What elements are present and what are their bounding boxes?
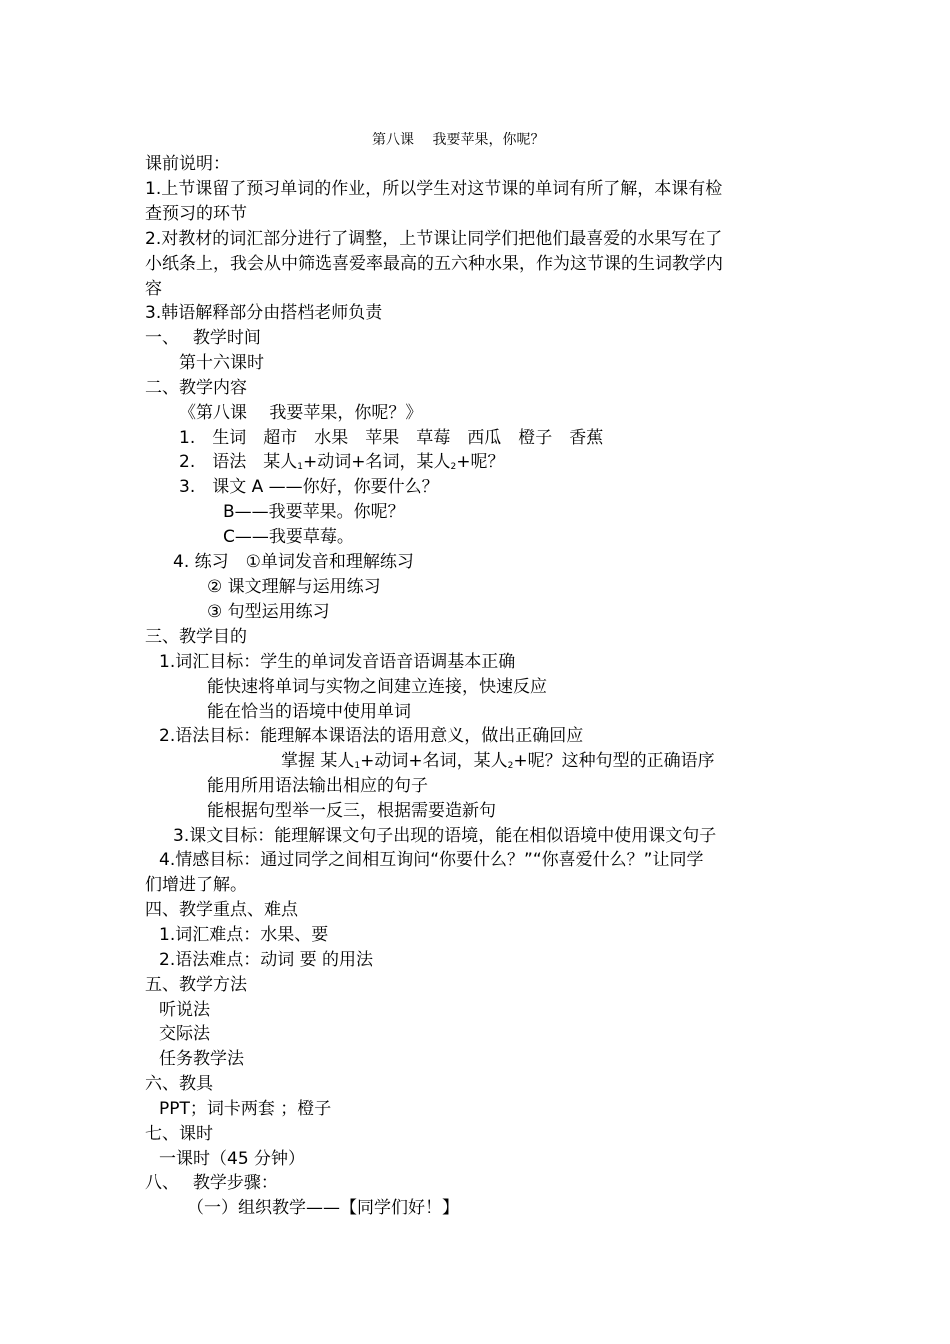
difficulty-line: 2.语法难点：动词 要 的用法 [159, 950, 374, 970]
goal-line: 能在恰当的语境中使用单词 [207, 702, 411, 722]
tools-line: PPT；词卡两套 ；橙子 [159, 1099, 332, 1119]
method-line: 交际法 [159, 1024, 210, 1044]
difficulty-line: 1.词汇难点：水果、要 [159, 925, 329, 945]
preface-paragraph: 1.上节课留了预习单词的作业，所以学生对这节课的单词有所了解，本课有检 [145, 179, 723, 199]
preface-paragraph: 容 [145, 279, 162, 299]
goal-line: 们增进了解。 [145, 875, 247, 895]
dialogue-line: B——我要苹果。你呢？ [223, 502, 405, 522]
goal-line: 掌握 某人$_1$+动词+名词，某人$_2$+呢？这种句型的正确语序 [281, 751, 715, 771]
goal-line: 能用所用语法输出相应的句子 [207, 776, 428, 796]
dialogue-line: C——我要草莓。 [223, 527, 354, 547]
goal-line: 4.情感目标：通过同学之间相互询问“你要什么？”“你喜爱什么？”让同学 [159, 850, 704, 870]
exercise-line: ③ 句型运用练习 [207, 602, 330, 622]
section-heading: 五、教学方法 [145, 975, 247, 995]
exercise-line: 4. 练习 ①单词发音和理解练习 [173, 552, 414, 572]
preface-paragraph: 查预习的环节 [145, 204, 247, 224]
goal-line: 能根据句型举一反三，根据需要造新句 [207, 801, 496, 821]
duration-line: 一课时（45 分钟） [159, 1149, 306, 1169]
dialogue-line: 3. 课文 A ——你好，你要什么？ [179, 477, 439, 497]
step-line: （一）组织教学——【同学们好！】 [187, 1198, 459, 1218]
section-heading: 六、教具 [145, 1074, 213, 1094]
section-heading: 四、教学重点、难点 [145, 900, 298, 920]
section-heading: 七、课时 [145, 1124, 213, 1144]
goal-line: 3.课文目标：能理解课文句子出现的语境，能在相似语境中使用课文句子 [173, 826, 717, 846]
method-line: 任务教学法 [159, 1049, 244, 1069]
preface-heading: 课前说明： [145, 154, 230, 174]
goal-line: 2.语法目标：能理解本课语法的语用意义，做出正确回应 [159, 726, 584, 746]
exercise-line: ② 课文理解与运用练习 [207, 577, 381, 597]
preface-paragraph: 2.对教材的词汇部分进行了调整，上节课让同学们把他们最喜爱的水果写在了 [145, 229, 723, 249]
section-text: 第十六课时 [179, 353, 264, 373]
section-heading: 一、 教学时间 [145, 328, 261, 348]
grammar-line: 2. 语法 某人$_1$+动词+名词，某人$_2$+呢？ [179, 452, 505, 472]
method-line: 听说法 [159, 1000, 210, 1020]
section-heading: 二、教学内容 [145, 378, 247, 398]
preface-paragraph: 3.韩语解释部分由搭档老师负责 [145, 303, 383, 323]
section-heading: 八、 教学步骤： [145, 1173, 278, 1193]
page-title: 第八课 我要苹果，你呢？ [372, 132, 545, 148]
goal-line: 1.词汇目标：学生的单词发音语音语调基本正确 [159, 652, 516, 672]
goal-line: 能快速将单词与实物之间建立连接，快速反应 [207, 677, 547, 697]
section-heading: 三、教学目的 [145, 627, 247, 647]
preface-paragraph: 小纸条上，我会从中筛选喜爱率最高的五六种水果，作为这节课的生词教学内 [145, 254, 723, 274]
vocab-line: 1. 生词 超市 水果 苹果 草莓 西瓜 橙子 香蕉 [179, 428, 604, 448]
lesson-title: 《第八课 我要苹果，你呢？》 [179, 403, 423, 423]
